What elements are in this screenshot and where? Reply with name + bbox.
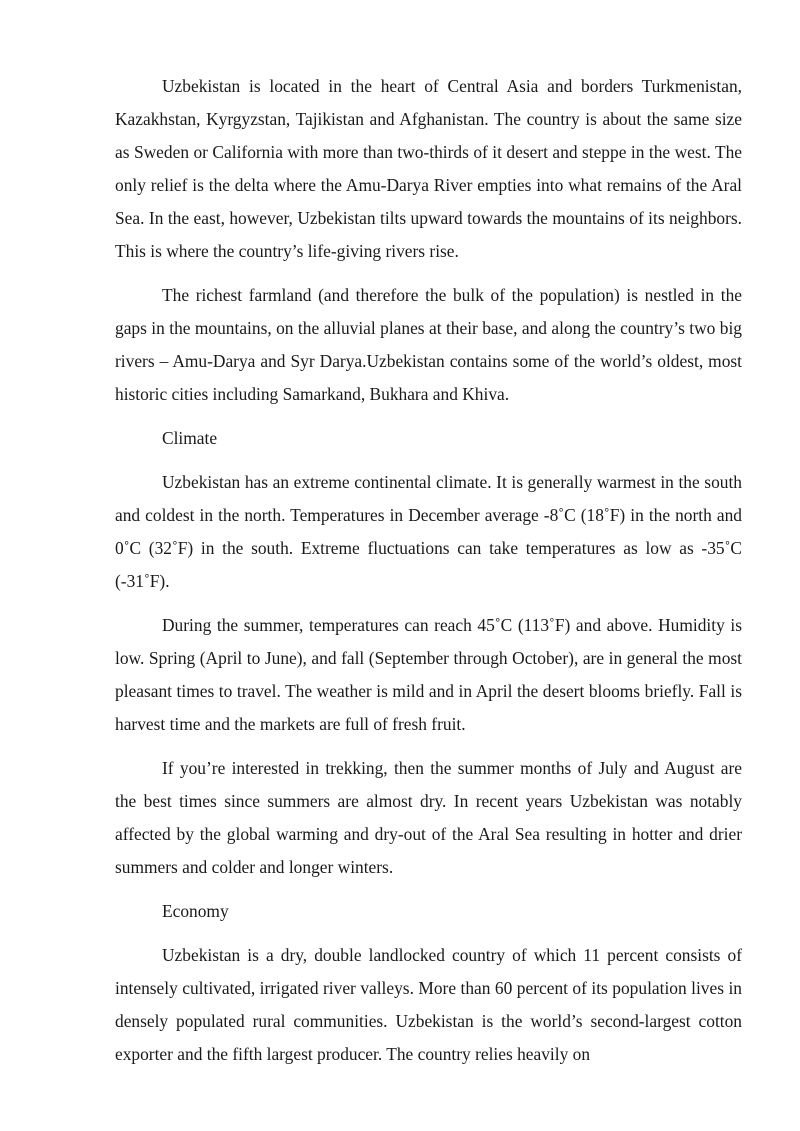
document-page: [115, 70, 742, 1082]
heading-climate: Climate: [162, 428, 218, 448]
paragraph-climate-trekking: If you’re interested in trekking, then the summer months of July and August are the best times since summers are almost dry. In recent years Uzbekistan was notably affected by the global warming and dry-out of the Aral Sea resulting in hotter and drier summers and colder and longer winters.: [115, 758, 742, 877]
paragraph-economy: Uzbekistan is a dry, double landlocked country of which 11 percent consists of intensely cultivated, irrigated river valleys. More than 60 percent of its population lives in densely populated rural communities. Uzbekistan is the world’s second-largest cotton exporter and the fifth largest producer. The country relies heavily on: [115, 945, 742, 1064]
paragraph-farmland: The richest farmland (and therefore the bulk of the population) is nestled in the gaps in the mountains, on the alluvial planes at their base, and along the country’s two big rivers – Amu-Darya and Syr Darya.Uzbekistan contains some of the world’s oldest, most historic cities including Samarkand, Bukhara and Khiva.: [115, 285, 742, 404]
heading-economy: Economy: [162, 901, 229, 921]
paragraph-intro: Uzbekistan is located in the heart of Central Asia and borders Turkmenistan, Kazakhstan, Kyrgyzstan, Tajikistan and Afghanistan. The country is about the same size as Sweden or California with more than two-thirds of it desert and steppe in the west. The only relief is the delta where the Amu-Darya River empties into what remains of the Aral Sea. In the east, however, Uzbekistan tilts upward towards the mountains of its neighbors. This is where the country’s life-giving rivers rise.: [115, 76, 742, 261]
paragraph-climate-temperatures: Uzbekistan has an extreme continental climate. It is generally warmest in the south and coldest in the north. Temperatures in December average -8˚C (18˚F) in the north and 0˚C (32˚F) in the south. Extreme fluctuations can take temperatures as low as -35˚C (-31˚F).: [115, 472, 742, 591]
paragraph-climate-summer: During the summer, temperatures can reach 45˚C (113˚F) and above. Humidity is low. Spring (April to June), and fall (September through October), are in general the most pleasant times to travel. The weather is mild and in April the desert blooms briefly. Fall is harvest time and the markets are full of fresh fruit.: [115, 615, 742, 734]
